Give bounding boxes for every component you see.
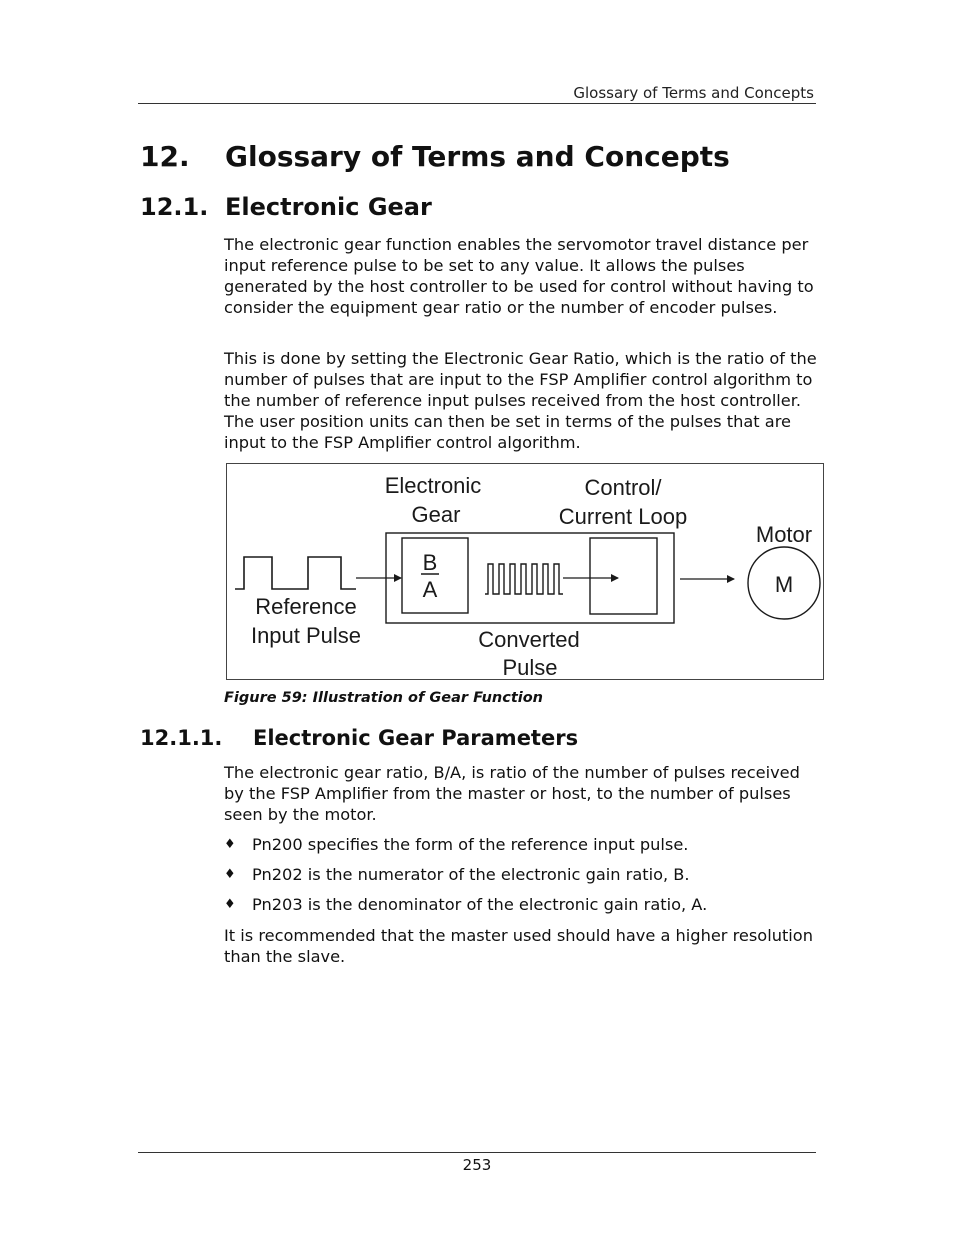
bullet-icon: ♦ [224, 837, 236, 852]
footer-rule [138, 1152, 816, 1153]
converted-pulse-waveform [485, 564, 563, 594]
paragraph-text: This is done by setting the Electronic Gear Ratio, which is the ratio of the number of pulses that are input to the FSP Amplifier control algorithm to the number of reference input pulses received from the host controller. The user position units can then be set in terms of the pulses that are input to the FSP Amplifier control algorithm. [224, 349, 817, 452]
list-item-text: Pn203 is the denominator of the electronic gain ratio, A. [252, 895, 708, 914]
subsection-title: Electronic Gear Parameters [253, 726, 579, 750]
bullet-icon: ♦ [224, 897, 236, 912]
subsection-closing [224, 925, 824, 967]
paragraph-text: The electronic gear function enables the servomotor travel distance per input reference pulse to be set to any value. It allows the pulses generated by the host controller to be used for control without having to consider the equipment gear ratio or the number of encoder pulses. [224, 235, 814, 317]
ratio-numerator: B [422, 550, 438, 575]
section-title: Electronic Gear [225, 193, 432, 221]
list-item-text: Pn200 specifies the form of the reference input pulse. [252, 835, 689, 854]
control-loop-box [590, 538, 657, 614]
converted-label-line2: Pulse [502, 655, 558, 679]
subsection-heading [140, 726, 578, 750]
electronic-gear-label-line2: Gear [411, 502, 461, 527]
motor-symbol-label: M [774, 572, 794, 597]
bullet-icon: ♦ [224, 867, 236, 882]
reference-label-line2: Input Pulse [250, 623, 362, 648]
list-item [224, 834, 824, 864]
figure-caption: Figure 59: Illustration of Gear Function [224, 690, 544, 706]
header-rule [138, 103, 816, 104]
electronic-gear-label-line1: Electronic [384, 473, 482, 498]
paragraph-text: The electronic gear ratio, B/A, is ratio of the number of pulses received by the FSP Amplifier from the master or host, to the number of pulses seen by the motor. [224, 763, 800, 824]
ratio-denominator: A [422, 577, 438, 602]
converted-label-line1: Converted [478, 627, 580, 652]
subsection-intro [224, 762, 824, 825]
chapter-heading [140, 140, 730, 173]
list-item [224, 864, 824, 894]
reference-label-line1: Reference [255, 594, 357, 619]
reference-pulse-waveform [235, 557, 356, 589]
section-heading [140, 193, 432, 221]
control-label-line2: Current Loop [558, 504, 688, 529]
list-item [224, 894, 824, 924]
page-number: 253 [462, 1156, 492, 1174]
gear-function-diagram [226, 463, 824, 680]
section-number: 12.1. [140, 193, 209, 221]
control-label-line1: Control/ [584, 475, 662, 500]
list-item-text: Pn202 is the numerator of the electronic gain ratio, B. [252, 865, 690, 884]
parameter-list [224, 834, 824, 924]
paragraph-text: It is recommended that the master used should have a higher resolution than the slave. [224, 926, 813, 966]
chapter-number: 12. [140, 140, 190, 173]
motor-label: Motor [755, 522, 813, 547]
running-header: Glossary of Terms and Concepts [573, 84, 814, 102]
section-paragraph-2 [224, 348, 824, 453]
subsection-number: 12.1.1. [140, 726, 223, 750]
chapter-title: Glossary of Terms and Concepts [225, 140, 730, 173]
section-paragraph-1 [224, 234, 824, 318]
